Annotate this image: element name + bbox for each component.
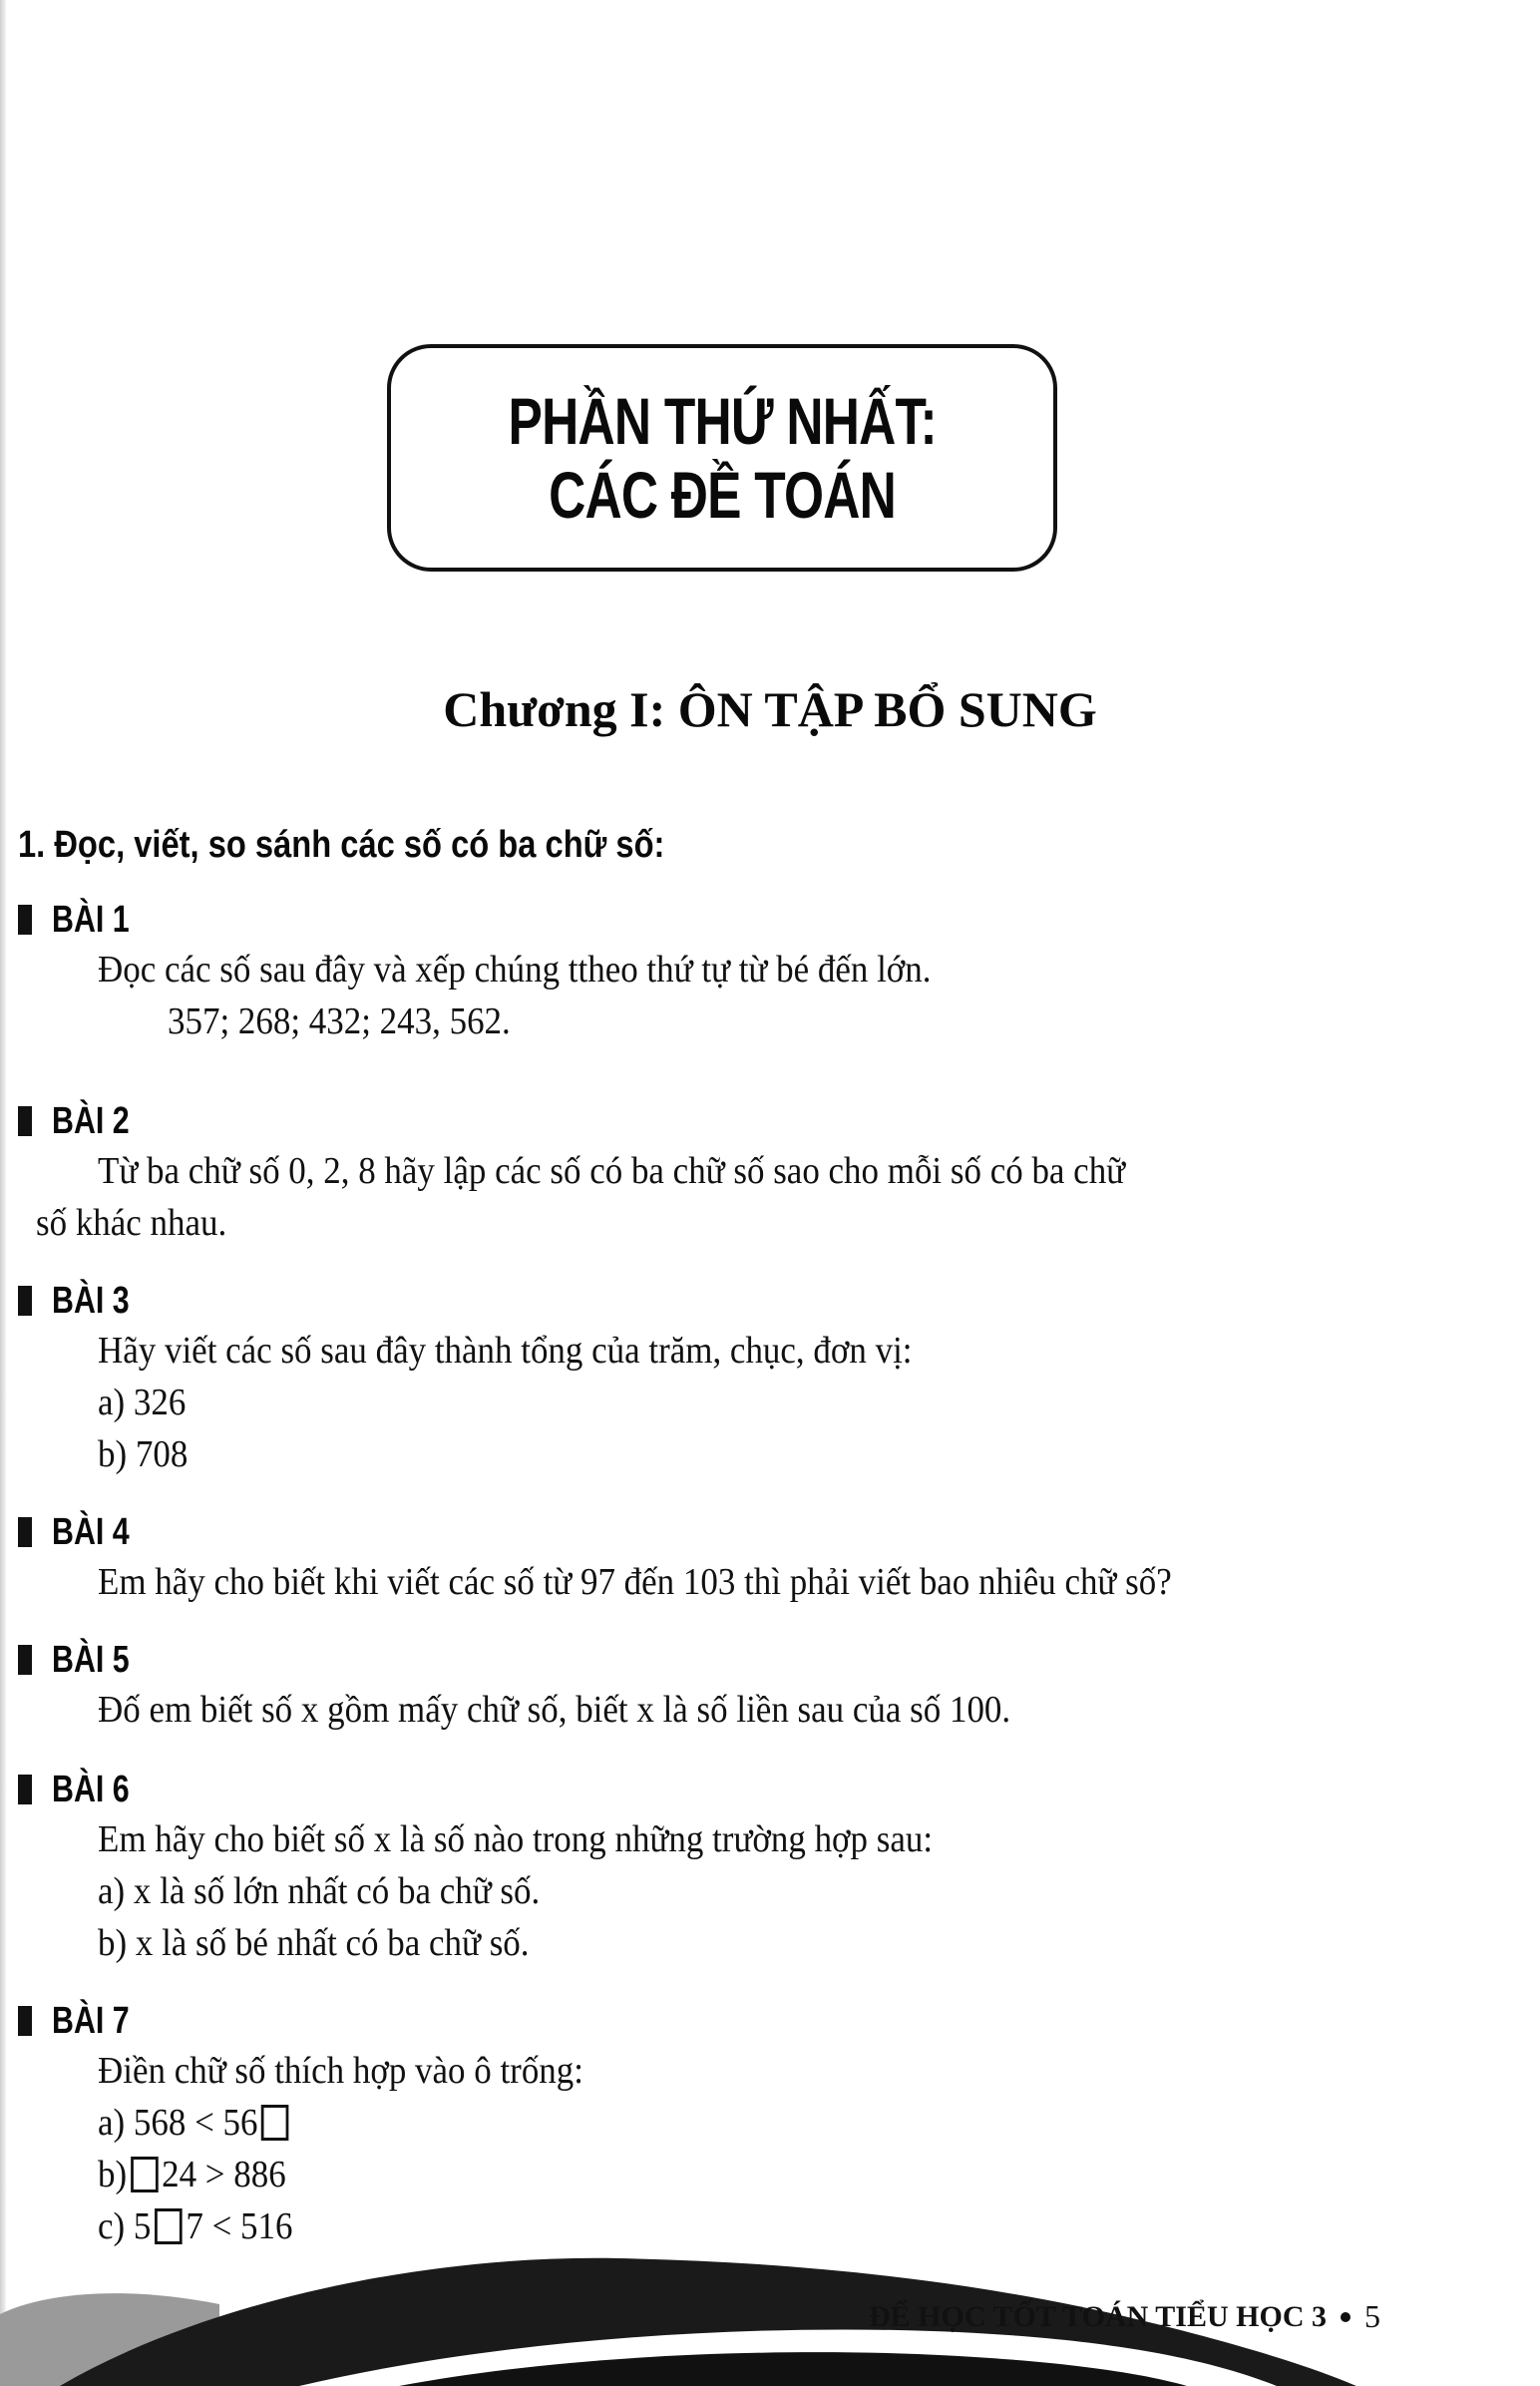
- chapter-title: Chương I: ÔN TẬP BỔ SUNG: [443, 681, 1097, 737]
- exercise-5: [18, 1636, 1090, 1736]
- item-b-prefix: b): [98, 2154, 128, 2195]
- exercise-text-cont: số khác nhau.: [36, 1202, 227, 1244]
- exercise-text: Em hãy cho biết số x là số nào trong những trường hợp sau:: [98, 1818, 934, 1860]
- exercise-numbers: 357; 268; 432; 243, 562.: [168, 1000, 511, 1042]
- footer-book-title: ĐỂ HỌC TỐT TOÁN TIỂU HỌC 3: [868, 2299, 1327, 2333]
- blank-box-icon: [155, 2208, 183, 2244]
- exercise-3: [18, 1277, 983, 1480]
- exercise-6: [18, 1766, 1005, 1969]
- blank-box-icon: [261, 2105, 289, 2141]
- exercise-item-b: [98, 2149, 583, 2200]
- exercise-2: [18, 1097, 1215, 1249]
- exercise-text: Đọc các số sau đây và xếp chúng ttheo thứ tự từ bé đến lớn.: [98, 949, 932, 991]
- exercise-title: BÀI 1: [52, 898, 130, 941]
- blank-box-icon: [131, 2157, 159, 2192]
- exercise-title: BÀI 7: [52, 1999, 130, 2042]
- square-bullet-icon: [18, 1645, 32, 1675]
- exercise-item-b: b) x là số bé nhất có ba chữ số.: [98, 1922, 530, 1964]
- part-title-line1: PHẦN THỨ NHẤT:: [508, 384, 937, 458]
- item-c-prefix: c) 5: [98, 2205, 152, 2247]
- item-c-suffix: 7 < 516: [186, 2205, 293, 2247]
- exercise-title: BÀI 2: [52, 1099, 130, 1142]
- exercise-text: Điền chữ số thích hợp vào ô trống:: [98, 2050, 583, 2092]
- exercise-title: BÀI 4: [52, 1510, 130, 1553]
- exercise-text: Từ ba chữ số 0, 2, 8 hãy lập các số có ba chữ số sao cho mỗi số có ba chữ: [98, 1150, 1126, 1192]
- exercise-1: [18, 896, 1003, 1047]
- item-a-text: a) 568 < 56: [98, 2102, 258, 2144]
- section-title: 1. Đọc, viết, so sánh các số có ba chữ số:: [18, 824, 665, 866]
- exercise-title: BÀI 5: [52, 1638, 130, 1681]
- part-title-box: [387, 344, 1057, 572]
- exercise-4: [18, 1508, 1265, 1608]
- exercise-title: BÀI 6: [52, 1768, 130, 1810]
- square-bullet-icon: [18, 905, 32, 935]
- square-bullet-icon: [18, 2006, 32, 2036]
- square-bullet-icon: [18, 1286, 32, 1316]
- exercise-item-a: a) 326: [98, 1382, 187, 1423]
- exercise-text: Hãy viết các số sau đây thành tổng của trăm, chục, đơn vị:: [98, 1330, 913, 1372]
- square-bullet-icon: [18, 1517, 32, 1547]
- exercise-item-b: b) 708: [98, 1433, 189, 1475]
- item-b-suffix: 24 > 886: [162, 2154, 286, 2195]
- bullet-dot-icon: [1341, 2312, 1350, 2322]
- exercise-title: BÀI 3: [52, 1279, 130, 1322]
- exercise-7: [18, 1997, 625, 2252]
- exercise-item-a: a) x là số lớn nhất có ba chữ số.: [98, 1870, 541, 1912]
- square-bullet-icon: [18, 1775, 32, 1804]
- footer-running-title: [869, 2298, 1380, 2335]
- page-edge-shadow: [0, 0, 6, 2386]
- square-bullet-icon: [18, 1106, 32, 1136]
- exercise-text: Đố em biết số x gồm mấy chữ số, biết x là số liền sau của số 100.: [98, 1689, 1011, 1731]
- exercise-item-a: [98, 2097, 583, 2149]
- part-title-line2: CÁC ĐỀ TOÁN: [548, 458, 896, 532]
- page-number: 5: [1364, 2298, 1380, 2334]
- exercise-text: Em hãy cho biết khi viết các số từ 97 đến 103 thì phải viết bao nhiêu chữ số?: [98, 1561, 1172, 1603]
